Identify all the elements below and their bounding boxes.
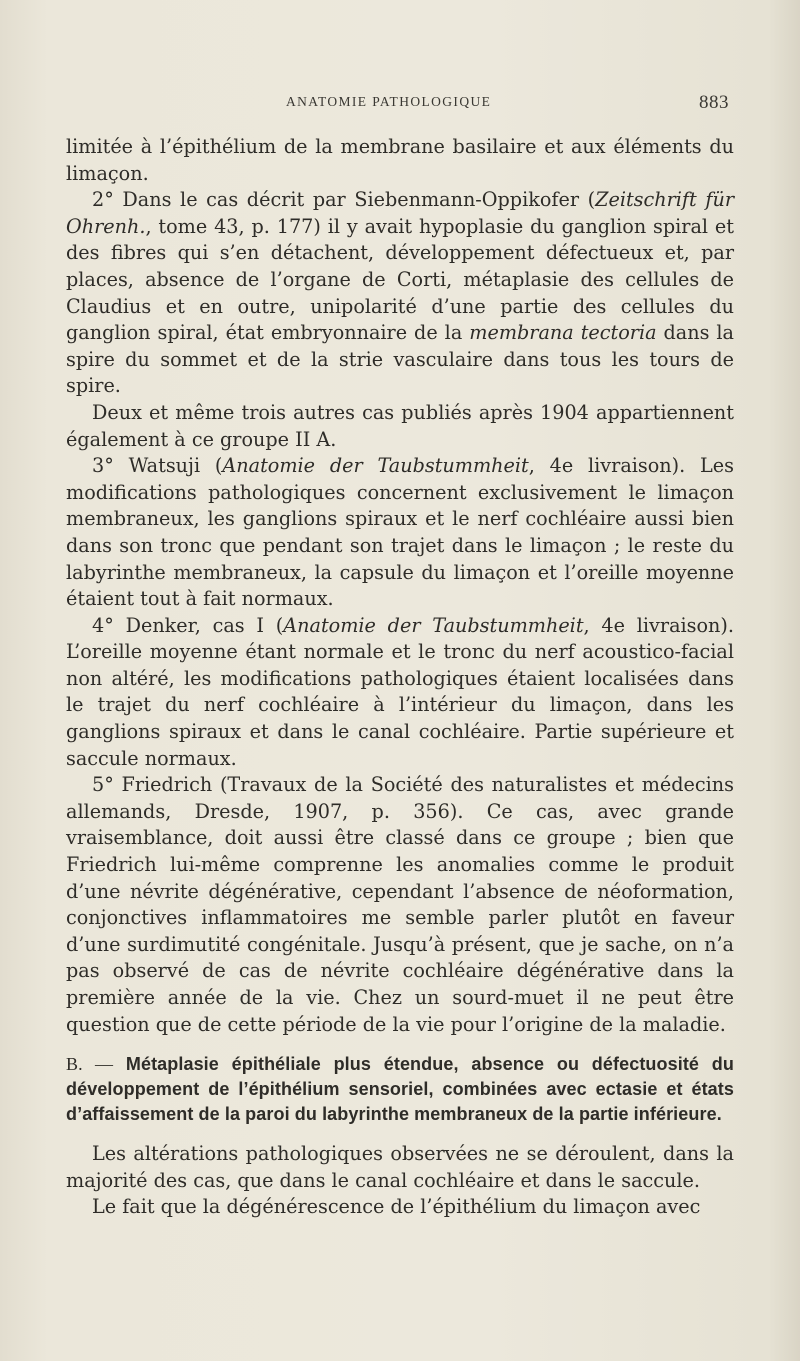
- section-title: Métaplasie épithéliale plus étendue, absence ou défectuosité du développement de l’épithélium sensoriel, combinées avec ectasie et états d’affaissement de la paroi du labyrinthe membraneux de la partie inférieure.: [66, 1054, 734, 1125]
- paragraph-last-line: Le fait que la dégénérescence de l’épithélium du limaçon avec: [92, 1195, 701, 1219]
- paragraph-case-4: 4° Denker, cas I (Anatomie der Taubstummheit, 4e livraison). L’oreille moyenne étant normale et le tronc du nerf acoustico-facial non altéré, les modifications pathologiques étaient localisées dans le trajet du nerf cochléaire à l’intérieur du limaçon, dans les ganglions spiraux et dans le canal cochléaire. Partie supérieure et saccule normaux.: [66, 613, 734, 770]
- latin-term: membrana tectoria: [469, 321, 657, 345]
- body-text: [66, 134, 734, 1221]
- paragraph-case-2: 2° Dans le cas décrit par Siebenmann-Oppikofer (Zeitschrift für Ohrenh., tome 43, p. 177) il y avait hypoplasie du ganglion spiral et des fibres qui s’en détachent, développement défectueux et, par places, absence de l’organe de Corti, métaplasie des cellules de Claudius et en outre, unipolarité d’une partie des cellules du ganglion spiral, état embryonnaire de la membrana tectoria dans la spire du sommet et de la strie vasculaire dans tous les tours de spire.: [66, 188, 735, 398]
- page-number: 883: [699, 92, 729, 113]
- paragraph-other-cases: Deux et même trois autres cas publiés après 1904 appartiennent également à ce groupe II A.: [66, 400, 734, 451]
- paragraph-alterations: Les altérations pathologiques observées ne se déroulent, dans la majorité des cas, que dans le canal cochléaire et dans le saccule.: [66, 1142, 734, 1192]
- section-letter: B. —: [66, 1054, 114, 1075]
- book-title: Anatomie der Taubstummheit: [283, 613, 584, 637]
- paragraph-case-3: 3° Watsuji (Anatomie der Taubstummheit, 4e livraison). Les modifications pathologiques concernent exclusivement le limaçon membraneux, les ganglions spiraux et le nerf cochléaire aussi bien dans son tronc que pendant son trajet dans le limaçon ; le reste du labyrinthe membraneux, la capsule du limaçon et l’oreille moyenne étaient tout à fait normaux.: [66, 454, 734, 611]
- page-header: [0, 92, 800, 116]
- running-title: ANATOMIE PATHOLOGIQUE: [286, 94, 492, 109]
- book-title: Anatomie der Taubstummheit: [222, 454, 529, 478]
- journal-title: Zeitschrift für Ohrenh.: [66, 188, 734, 238]
- paragraph-continuation: limitée à l’épithélium de la membrane basilaire et aux éléments du limaçon.: [66, 135, 734, 185]
- section-heading: [66, 1052, 734, 1127]
- paragraph-case-5: 5° Friedrich (Travaux de la Société des naturalistes et médecins allemands, Dresde, 1907, p. 356). Ce cas, avec grande vraisemblance, doit aussi être classé dans ce groupe ; bien que Friedrich lui-même comprenne les anomalies comme le produit d’une névrite dégénérative, cependant l’absence de néoformation, conjonctives inflammatoires me semble parler plutôt en faveur d’une surdimutité congénitale. Jusqu’à présent, que je sache, on n’a pas observé de cas de névrite cochléaire dégénérative dans la première année de la vie. Chez un sourd-muet il ne peut être question que de cette période de la vie pour l’origine de la maladie.: [66, 773, 734, 1036]
